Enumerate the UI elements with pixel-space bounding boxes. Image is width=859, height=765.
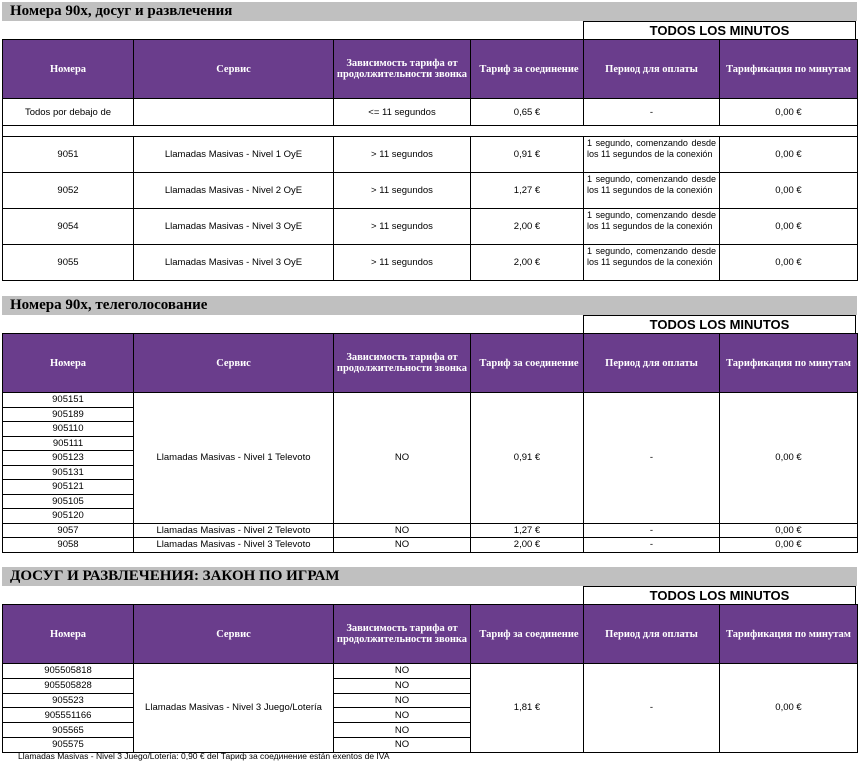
cell-servicio <box>134 99 334 126</box>
header-servicio: Сервис <box>134 334 334 393</box>
cell-tarifa: 0,91 € <box>471 137 584 173</box>
cell-periodo <box>584 173 720 209</box>
header-numero: Номера <box>3 605 134 664</box>
header-numero: Номера <box>3 334 134 393</box>
cell-numero: 905189 <box>3 407 134 422</box>
cell-numero: 905505828 <box>3 678 134 693</box>
cell-numero: 9054 <box>3 209 134 245</box>
cell-tarificacion: 0,00 € <box>720 245 858 281</box>
cell-tarificacion: 0,00 € <box>720 538 858 553</box>
cell-dependencia: NO <box>334 693 471 708</box>
cell-dependencia: NO <box>334 708 471 723</box>
cell-dependencia: > 11 segundos <box>334 245 471 281</box>
cell-dependencia: NO <box>334 723 471 738</box>
cell-periodo: - <box>584 523 720 538</box>
cell-numero: 9052 <box>3 173 134 209</box>
cell-numero: 905575 <box>3 737 134 752</box>
cell-tarifa: 0,91 € <box>471 393 584 524</box>
cell-numero: 905120 <box>3 509 134 524</box>
cell-numero: Todos por debajo de <box>3 99 134 126</box>
spacer-row <box>3 126 858 137</box>
cell-dependencia: NO <box>334 737 471 752</box>
cell-dependencia: > 11 segundos <box>334 137 471 173</box>
cell-numero: 905105 <box>3 494 134 509</box>
tariff-table-2 <box>2 333 858 553</box>
cell-servicio: Llamadas Masivas - Nivel 2 Televoto <box>134 523 334 538</box>
header-dependencia: Зависимость тарифа от продолжительности звонка <box>334 605 471 664</box>
cell-tarificacion: 0,00 € <box>720 137 858 173</box>
cell-servicio: Llamadas Masivas - Nivel 2 OyE <box>134 173 334 209</box>
table-row <box>3 393 858 408</box>
header-servicio: Сервис <box>134 605 334 664</box>
header-numero: Номера <box>3 40 134 99</box>
cell-servicio: Llamadas Masivas - Nivel 3 Juego/Lotería <box>134 664 334 753</box>
header-tarifa: Тариф за соединение <box>471 334 584 393</box>
table-row <box>3 523 858 538</box>
period-text: 1 segundo, comenzando desde los 11 segundos de la conexión <box>587 246 716 267</box>
cell-tarificacion: 0,00 € <box>720 393 858 524</box>
header-tarificacion: Тарификация по минутам <box>720 334 858 393</box>
cell-tarificacion: 0,00 € <box>720 209 858 245</box>
cell-numero: 9051 <box>3 137 134 173</box>
cell-numero: 905505818 <box>3 664 134 679</box>
table-row <box>3 538 858 553</box>
cell-dependencia: NO <box>334 678 471 693</box>
header-tarificacion: Тарификация по минутам <box>720 40 858 99</box>
table-row <box>3 245 858 281</box>
cell-dependencia: > 11 segundos <box>334 173 471 209</box>
header-tarifa: Тариф за соединение <box>471 40 584 99</box>
cell-tarificacion: 0,00 € <box>720 173 858 209</box>
period-text: 1 segundo, comenzando desde los 11 segundos de la conexión <box>587 210 716 231</box>
cell-periodo <box>584 137 720 173</box>
section-title-1: Номера 90х, досуг и развлечения <box>2 2 857 21</box>
cell-numero: 905151 <box>3 393 134 408</box>
tariff-table-3 <box>2 604 858 753</box>
cell-tarificacion: 0,00 € <box>720 523 858 538</box>
header-dependencia: Зависимость тарифа от продолжительности звонка <box>334 40 471 99</box>
cell-tarificacion: 0,00 € <box>720 664 858 753</box>
section-title-3: ДОСУГ И РАЗВЛЕЧЕНИЯ: ЗАКОН ПО ИГРАМ <box>2 567 857 586</box>
cell-tarificacion: 0,00 € <box>720 99 858 126</box>
header-periodo: Период для оплаты <box>584 334 720 393</box>
cell-numero: 905523 <box>3 693 134 708</box>
cell-numero: 9055 <box>3 245 134 281</box>
table-row <box>3 209 858 245</box>
cell-numero: 905565 <box>3 723 134 738</box>
footnote: Llamadas Masivas - Nivel 3 Juego/Lotería: 0,90 € del Тариф за соединение están exentos de IVA <box>18 751 390 761</box>
cell-numero: 9058 <box>3 538 134 553</box>
cell-periodo <box>584 209 720 245</box>
cell-dependencia: NO <box>334 523 471 538</box>
cell-dependencia: NO <box>334 664 471 679</box>
cell-tarifa: 1,27 € <box>471 523 584 538</box>
cell-periodo: - <box>584 393 720 524</box>
cell-numero: 905551166 <box>3 708 134 723</box>
cell-periodo: - <box>584 99 720 126</box>
tariff-table-1 <box>2 39 858 281</box>
cell-dependencia: <= 11 segundos <box>334 99 471 126</box>
cell-periodo: - <box>584 664 720 753</box>
table-row <box>3 664 858 679</box>
cell-tarifa: 1,81 € <box>471 664 584 753</box>
cell-dependencia: NO <box>334 393 471 524</box>
header-tarifa: Тариф за соединение <box>471 605 584 664</box>
cell-numero: 905131 <box>3 465 134 480</box>
cell-servicio: Llamadas Masivas - Nivel 3 OyE <box>134 245 334 281</box>
todos-label-1: TODOS LOS MINUTOS <box>583 21 856 39</box>
cell-tarifa: 2,00 € <box>471 245 584 281</box>
cell-tarifa: 1,27 € <box>471 173 584 209</box>
cell-periodo: - <box>584 538 720 553</box>
cell-servicio: Llamadas Masivas - Nivel 1 Televoto <box>134 393 334 524</box>
section-title-2: Номера 90х, телеголосование <box>2 296 857 315</box>
period-text: 1 segundo, comenzando desde los 11 segundos de la conexión <box>587 174 716 195</box>
cell-numero: 905121 <box>3 480 134 495</box>
cell-tarifa: 2,00 € <box>471 209 584 245</box>
todos-label-2: TODOS LOS MINUTOS <box>583 315 856 333</box>
cell-servicio: Llamadas Masivas - Nivel 1 OyE <box>134 137 334 173</box>
cell-tarifa: 2,00 € <box>471 538 584 553</box>
header-periodo: Период для оплаты <box>584 605 720 664</box>
table-row <box>3 173 858 209</box>
table-header-row <box>3 605 858 664</box>
cell-periodo <box>584 245 720 281</box>
cell-dependencia: > 11 segundos <box>334 209 471 245</box>
cell-servicio: Llamadas Masivas - Nivel 3 OyE <box>134 209 334 245</box>
header-dependencia: Зависимость тарифа от продолжительности звонка <box>334 334 471 393</box>
period-text: 1 segundo, comenzando desde los 11 segundos de la conexión <box>587 138 716 159</box>
cell-tarifa: 0,65 € <box>471 99 584 126</box>
cell-numero: 905111 <box>3 436 134 451</box>
table-row <box>3 137 858 173</box>
cell-servicio: Llamadas Masivas - Nivel 3 Televoto <box>134 538 334 553</box>
table-header-row <box>3 334 858 393</box>
table-header-row <box>3 40 858 99</box>
header-tarificacion: Тарификация по минутам <box>720 605 858 664</box>
cell-numero: 905110 <box>3 422 134 437</box>
header-periodo: Период для оплаты <box>584 40 720 99</box>
todos-label-3: TODOS LOS MINUTOS <box>583 586 856 604</box>
header-servicio: Сервис <box>134 40 334 99</box>
cell-numero: 9057 <box>3 523 134 538</box>
cell-dependencia: NO <box>334 538 471 553</box>
table-row <box>3 99 858 126</box>
cell-numero: 905123 <box>3 451 134 466</box>
